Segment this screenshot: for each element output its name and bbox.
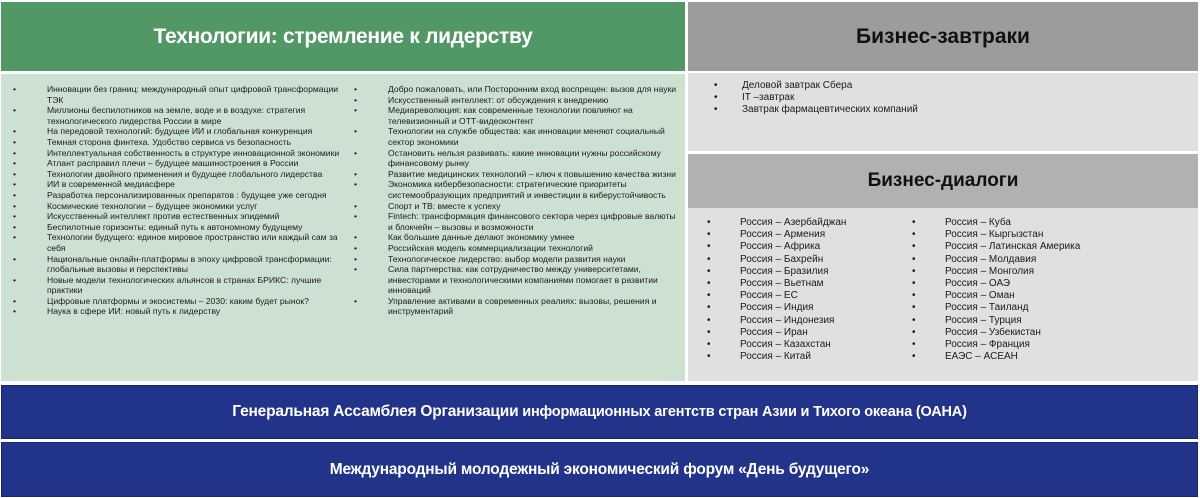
technologies-session-item: [342, 95, 682, 106]
bullet-icon: •: [13, 84, 17, 94]
technologies-session-item-label: Спорт и ТВ: вместе к успеху: [388, 200, 501, 211]
dialogue-item-label: Россия – Куба: [945, 217, 1011, 228]
technologies-session-item-label: Развитие медицинских технологий – ключ к повышению качества жизни: [388, 168, 676, 179]
bullet-icon: •: [707, 265, 711, 277]
technologies-session-item: [1, 169, 341, 180]
bullet-icon: •: [912, 253, 916, 265]
technologies-right-column: [342, 84, 682, 317]
technologies-session-item-label: Искусственный интеллект: от обсуждения к внедрению: [388, 94, 609, 105]
technologies-session-item-label: Миллионы беспилотников на земле, воде и в воздухе: стратегия технологического лидерства России в мире: [47, 105, 306, 126]
dialogue-item: [688, 302, 893, 314]
technologies-session-item-label: Инновации без границ: международный опыт цифровой трансформации ТЭК: [47, 84, 339, 105]
dialogue-item: [688, 241, 893, 253]
technologies-session-item-label: Цифровые платформы и экосистемы – 2030: каким будет рынок?: [47, 295, 309, 306]
dialogue-item-label: Россия – Казахстан: [740, 339, 831, 351]
bullet-icon: •: [354, 94, 358, 105]
dialogue-item-label: Россия – Китай: [740, 351, 811, 363]
breakfasts-header: [688, 2, 1198, 71]
dialogue-item-label: Россия – Узбекистан: [945, 326, 1041, 338]
technologies-session-list: [342, 84, 682, 317]
dialogue-item-label: Россия – Монголия: [945, 265, 1035, 277]
breakfast-item: [688, 80, 1198, 92]
dialogue-item: [688, 217, 893, 229]
dialogue-item: [688, 315, 893, 327]
bullet-icon: •: [13, 306, 17, 317]
technologies-title: Технологии: стремление к лидерству: [153, 24, 533, 48]
dialogue-item-label: Россия – Бахрейн: [740, 253, 824, 265]
technologies-session-item: [1, 296, 341, 307]
technologies-session-item-label: Технологии двойного применения и будущее глобального лидерства: [47, 168, 323, 179]
technologies-session-item: [1, 232, 341, 253]
technologies-session-item: [342, 264, 682, 296]
technologies-session-item: [1, 84, 341, 105]
technologies-session-item: [1, 179, 341, 190]
bullet-icon: •: [707, 241, 711, 253]
technologies-session-item: [1, 137, 341, 148]
technologies-session-item-label: Экономика кибербезопасности: стратегические приоритеты системообразующих предприятий и инвестиции в киберустойчивость: [388, 179, 666, 200]
dialogue-item: [893, 241, 1193, 253]
technologies-session-item-label: Управление активами в современных реалиях: вызовы, решения и инструментарий: [388, 295, 657, 317]
technologies-session-item-label: Национальные онлайн-платформы в эпоху цифровой трансформации: глобальные вызовы и перспективы: [47, 253, 332, 275]
technologies-session-item-label: Российская модель коммерциализации технологий: [388, 242, 593, 253]
technologies-session-item: [1, 201, 341, 212]
bullet-icon: •: [912, 302, 916, 314]
technologies-session-item-label: Остановить нельзя развивать: какие инновации нужны российскому финансовому рынку: [388, 147, 661, 169]
technologies-session-item: [342, 84, 682, 95]
dialogue-item: [893, 302, 1193, 314]
bullet-icon: •: [354, 84, 358, 94]
dialogue-item-label: Россия – Оман: [945, 290, 1015, 302]
dialogue-item: [688, 278, 893, 290]
bullet-icon: •: [13, 179, 17, 190]
dialogue-item-label: ЕАЭС – АСЕАН: [945, 351, 1018, 363]
dialogue-item-label: Россия – Кыргызстан: [945, 229, 1044, 241]
technologies-session-item-label: Добро пожаловать, или Посторонним вход воспрещен: вызов для науки: [388, 84, 677, 94]
technologies-session-item-label: Атлант расправил плечи – будущее машиностроения в России: [47, 158, 299, 169]
breakfast-item: [688, 92, 1198, 104]
dialogue-item: [893, 339, 1193, 351]
technologies-session-item-label: Медиареволюция: как современные технологии повлияют на телевизионный и ОТТ-видеоконтент: [388, 105, 633, 126]
bullet-icon: •: [707, 229, 711, 241]
technologies-session-item-label: Беспилотные горизонты: единый путь к автономному будущему: [47, 221, 303, 232]
bullet-icon: •: [912, 229, 916, 241]
dialogue-list: [893, 217, 1193, 363]
dialogue-item: [893, 217, 1193, 229]
breakfasts-list: [688, 73, 1198, 151]
bullet-icon: •: [354, 232, 358, 243]
dialogue-item: [688, 327, 893, 339]
bullet-icon: •: [13, 232, 17, 243]
dialogue-item: [893, 327, 1193, 339]
oana-title-part1: Генеральная Ассамблея Организации: [232, 403, 519, 420]
bullet-icon: •: [13, 105, 17, 116]
bullet-icon: •: [714, 92, 718, 103]
technologies-session-item: [342, 254, 682, 265]
technologies-session-item-label: Fintech: трансформация финансового сектора через цифровые валюты и блокчейн – вызовы и возможности: [388, 211, 676, 232]
youth-forum-title: Международный молодежный экономический форум «День будущего»: [329, 460, 870, 478]
technologies-session-item: [1, 254, 341, 275]
technologies-left-column: [1, 84, 341, 317]
technologies-session-item: [342, 148, 682, 169]
technologies-session-item: [1, 190, 341, 201]
bullet-icon: •: [707, 290, 711, 302]
bullet-icon: •: [13, 168, 17, 179]
dialogue-item-label: Россия – Молдавия: [945, 253, 1037, 265]
bullet-icon: •: [707, 326, 711, 338]
bullet-icon: •: [354, 242, 358, 253]
bullet-icon: •: [13, 126, 17, 137]
technologies-session-item: [1, 211, 341, 222]
breakfast-list: [688, 80, 1198, 116]
technologies-session-item: [342, 126, 682, 147]
bullet-icon: •: [707, 302, 711, 314]
bullet-icon: •: [354, 253, 358, 264]
dialogue-item: [893, 351, 1193, 363]
dialogue-item-label: Россия – Иран: [740, 326, 808, 338]
dialogue-item: [688, 351, 893, 363]
bullet-icon: •: [354, 147, 358, 158]
technologies-session-item: [342, 211, 682, 232]
bullet-icon: •: [13, 158, 17, 169]
technologies-session-item-label: Космические технологии – будущее экономики услуг: [47, 200, 258, 211]
technologies-session-item-label: На передовой технологий: будущее ИИ и глобальная конкуренция: [47, 126, 313, 137]
technologies-session-item: [1, 306, 341, 317]
dialogue-item-label: Россия – ЕС: [740, 290, 798, 302]
bullet-icon: •: [912, 339, 916, 351]
bullet-icon: •: [707, 217, 711, 228]
technologies-session-item-label: Технологическое лидерство: выбор модели развития науки: [388, 253, 626, 264]
bullet-icon: •: [714, 80, 718, 91]
technologies-session-item-label: Наука в сфере ИИ: новый путь к лидерству: [47, 306, 221, 317]
bullet-icon: •: [912, 278, 916, 290]
dialogue-item: [893, 229, 1193, 241]
dialogues-title: Бизнес-диалоги: [867, 170, 1019, 191]
bullet-icon: •: [912, 351, 916, 363]
bullet-icon: •: [707, 339, 711, 351]
dialogue-item-label: Россия – Армения: [740, 229, 826, 241]
bullet-icon: •: [354, 179, 358, 190]
dialogues-list: [688, 208, 1198, 381]
bullet-icon: •: [354, 264, 358, 275]
dialogue-item-label: Россия – Латинская Америка: [945, 241, 1081, 253]
bullet-icon: •: [354, 168, 358, 179]
bullet-icon: •: [707, 351, 711, 363]
technologies-session-item-label: Сила партнерства: как сотрудничество между университетами, инвесторами и технологическими компаниями помогает в развитии инноваций: [388, 264, 658, 296]
technologies-session-item: [342, 169, 682, 180]
bullet-icon: •: [714, 104, 718, 115]
bullet-icon: •: [354, 200, 358, 211]
breakfast-item: [688, 104, 1198, 116]
technologies-session-item: [1, 105, 341, 126]
technologies-session-item-label: Технологии на службе общества: как инновации меняют социальный сектор экономики: [388, 126, 665, 147]
technologies-session-item: [342, 179, 682, 200]
technologies-session-item: [342, 232, 682, 243]
technologies-session-item-label: Как большие данные делают экономику умнее: [388, 232, 575, 243]
bullet-icon: •: [13, 295, 17, 306]
technologies-session-item: [1, 158, 341, 169]
dialogue-item-label: Россия – Азербайджан: [740, 217, 847, 228]
dialogue-item: [688, 254, 893, 266]
technologies-session-list: [1, 84, 341, 317]
bullet-icon: •: [912, 217, 916, 228]
technologies-session-item: [342, 201, 682, 212]
technologies-session-item-label: Темная сторона финтеха. Удобство сервиса vs безопасность: [47, 136, 292, 147]
technologies-session-item: [1, 148, 341, 159]
oana-title-part2: информационных агентств стран Азии и Тихого океана (ОАНА): [518, 404, 967, 420]
dialogue-item-label: Россия – Вьетнам: [740, 278, 824, 290]
dialogues-left-column: [688, 217, 893, 363]
bullet-icon: •: [354, 295, 358, 306]
bullet-icon: •: [707, 314, 711, 326]
dialogue-item-label: Россия – Турция: [945, 314, 1022, 326]
bullet-icon: •: [354, 105, 358, 116]
dialogues-right-column: [893, 217, 1193, 363]
technologies-session-item: [342, 296, 682, 317]
dialogue-item: [688, 266, 893, 278]
bullet-icon: •: [13, 274, 17, 285]
technologies-header: [1, 2, 685, 71]
technologies-session-item: [1, 126, 341, 137]
dialogues-header: [688, 154, 1198, 208]
technologies-session-item-label: Искусственный интеллект против естественных эпидемий: [47, 211, 280, 222]
bullet-icon: •: [13, 147, 17, 158]
technologies-session-item: [342, 105, 682, 126]
dialogue-item-label: Россия – Бразилия: [740, 265, 829, 277]
youth-forum-banner: [1, 442, 1198, 497]
oana-banner: [1, 385, 1198, 439]
dialogue-item: [893, 315, 1193, 327]
bullet-icon: •: [354, 126, 358, 137]
bullet-icon: •: [707, 253, 711, 265]
breakfast-item-label: IT –завтрак: [742, 92, 795, 103]
dialogue-item: [893, 266, 1193, 278]
breakfast-item-label: Деловой завтрак Сбера: [742, 80, 853, 91]
dialogue-list: [688, 217, 893, 363]
technologies-session-item: [342, 243, 682, 254]
dialogue-item: [893, 290, 1193, 302]
technologies-session-item: [1, 275, 341, 296]
dialogue-item: [688, 339, 893, 351]
dialogue-item-label: Россия – ОАЭ: [945, 278, 1011, 290]
bullet-icon: •: [13, 200, 17, 211]
bullet-icon: •: [13, 211, 17, 222]
bullet-icon: •: [912, 241, 916, 253]
technologies-session-item-label: Разработка персонализированных препаратов : будущее уже сегодня: [47, 189, 327, 200]
bullet-icon: •: [13, 136, 17, 147]
technologies-session-item-label: ИИ в современной медиасфере: [47, 179, 175, 190]
bullet-icon: •: [912, 290, 916, 302]
bullet-icon: •: [912, 265, 916, 277]
technologies-session-item-label: Технологии будущего: единое мировое пространство или каждый сам за себя: [47, 232, 338, 253]
bullet-icon: •: [354, 211, 358, 222]
dialogue-item-label: Россия – Африка: [740, 241, 821, 253]
technologies-session-item: [1, 222, 341, 233]
dialogue-item-label: Россия – Индонезия: [740, 314, 835, 326]
dialogue-item: [893, 278, 1193, 290]
dialogue-item-label: Россия – Франция: [945, 339, 1030, 351]
bullet-icon: •: [13, 221, 17, 232]
breakfasts-title: Бизнес-завтраки: [856, 24, 1030, 48]
dialogue-item: [688, 229, 893, 241]
oana-title: [232, 403, 966, 421]
technologies-session-item-label: Интеллектуальная собственность в структуре инновационной экономики: [47, 147, 340, 158]
bullet-icon: •: [13, 253, 17, 264]
dialogue-item-label: Россия – Таиланд: [945, 302, 1029, 314]
bullet-icon: •: [912, 326, 916, 338]
technologies-session-item-label: Новые модели технологических альянсов в странах БРИКС: лучшие практики: [47, 274, 322, 296]
dialogue-item: [688, 290, 893, 302]
bullet-icon: •: [912, 314, 916, 326]
dialogue-item-label: Россия – Индия: [740, 302, 814, 314]
breakfast-item-label: Завтрак фармацевтических компаний: [742, 104, 918, 115]
bullet-icon: •: [707, 278, 711, 290]
dialogue-item: [893, 254, 1193, 266]
technologies-session-list: [1, 74, 685, 381]
bullet-icon: •: [13, 189, 17, 200]
